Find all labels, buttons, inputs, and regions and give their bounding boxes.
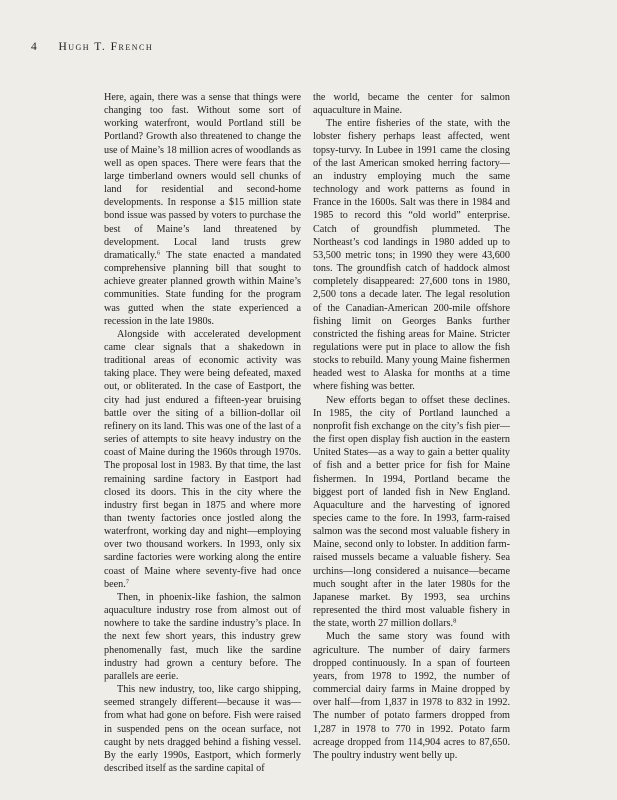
paragraph-text: Alongside with accelerated development came clear signals that a shakedown in traditional areas of economic activity was taking place. They were being defeated, maxed out, or obliterated. In the case of Eastport, the city had just endured a fifteen-year bruising battle over the siting of a billion-dollar oil refinery on its land. This was one of the last of a series of attempts to site heavy industry on the coast of Maine during the 1960s through 1970s. The proposal lost in 1983. By that time, the last remaining sardine factory in Eastport had closed its doors. This in the city where the industry first began in 1875 and where more than twenty factories once jostled along the waterfront, working day and night—employing over two thousand workers. In 1993, only six sardine factories were working along the entire coast of Maine where seventy-five had once been. — [104, 328, 301, 590]
running-head-author: Hugh T. French — [58, 41, 154, 53]
paragraph: Then, in phoenix-like fashion, the salmon aquaculture industry rose from almost out of nowhere to take the sardine industry’s place. In the next few short years, this industry grew phenomenally fast, much like the sardine industry had grown a century before. The parallels are eerie. — [104, 591, 301, 682]
paragraph-text: Here, again, there was a sense that things were changing too fast. Without some sort of working waterfront, would Portland still be Portland? Growth also threatened to change the use of Maine’s 18 million acres of woodlands as well as open spaces. There were fears that the large timberland owners would sell chunks of land for residential and second-home developments. In response a $15 million state bond issue was passed by voters to purchase the best of Maine’s land threatened by development. Local land trusts grew dramatically. — [104, 92, 301, 261]
paragraph — [104, 328, 301, 591]
footnote-ref: 6 — [156, 249, 161, 257]
paragraph-text: The state enacted a mandated comprehensive planning bill that sought to achieve greater planned growth within Maine’s communities. State funding for the program was gutted when the state experienced a recession in the late 1980s. — [104, 249, 301, 327]
paragraph — [104, 91, 301, 328]
paragraph: This new industry, too, like cargo shipping, seemed strangely different—because it was—from what had gone on before. Fish were raised in suspended pens on the ocean surface, not caught by nets dragged behind a fishing vessel. By the early 1990s, Eastport, which formerly described itself as the sardine capital of — [104, 684, 301, 774]
paragraph-text: New efforts began to offset these declines. In 1985, the city of Portland launched a nonprofit fish exchange on the city’s fish pier—the first open display fish auction in the eastern United States—as a way to gain a better quality of fish and a better price for fish for Maine fishermen. In 1994, Portland became the biggest port of landed fish in New England. Aquaculture and the harvesting of ignored species came to the fore. In 1993, farm-raised salmon was the second most valuable fishery in Maine, second only to lobster. In addition farm-raised mussels became a valuable fishery. Sea urchins—long considered a nuisance—became much sought after in the later 1980s for the Japanese market. By 1993, sea urchins represented the third most valuable fishery in the state, worth 27 million dollars. — [313, 394, 510, 630]
paragraph: Much the same story was found with agriculture. The number of dairy farmers dropped continuously. In a span of fourteen years, from 1978 to 1992, the number of commercial dairy farms in Maine dropped by over half—from 1,837 in 1978 to 832 in 1992. The number of potato farmers dropped from 1,287 in 1978 to 770 in 1992. Potato farm acreage dropped from 114,904 acres to 87,650. The poultry industry went belly up. — [313, 631, 510, 761]
right-column — [313, 91, 510, 762]
paragraph — [313, 394, 510, 631]
page-number: 4 — [31, 41, 38, 53]
footnote-ref: 7 — [125, 578, 130, 586]
running-head — [31, 41, 153, 53]
paragraph: the world, became the center for salmon aquaculture in Maine. — [313, 92, 510, 117]
paragraph: The entire fisheries of the state, with the lobster fishery perhaps least affected, went topsy-turvy. In Lubee in 1991 came the closing of the last American smoked herring factory—an industry employing much the same technology and work patterns as found in France in the 1600s. Salt was there in 1984 and 1985 to record this “old world” enterprise. Catch of groundfish plummeted. The Northeast’s cod landings in 1980 added up to 53,500 metric tons; in 1990 they were 43,600 tons. The groundfish catch of haddock almost completely disappeared: 27,600 tons in 1980, 2,500 tons a decade later. The legal resolution of the Canadian-American 200-mile offshore fishing limit on Georges Banks further constricted the fishing areas for Maine. Stricter regulations were put in place to allow the fish stocks to rebuild. Many young Maine fishermen headed west to Alaska for months at a time where fishing was better. — [313, 118, 510, 393]
left-column — [104, 91, 301, 775]
footnote-ref: 8 — [453, 617, 457, 625]
